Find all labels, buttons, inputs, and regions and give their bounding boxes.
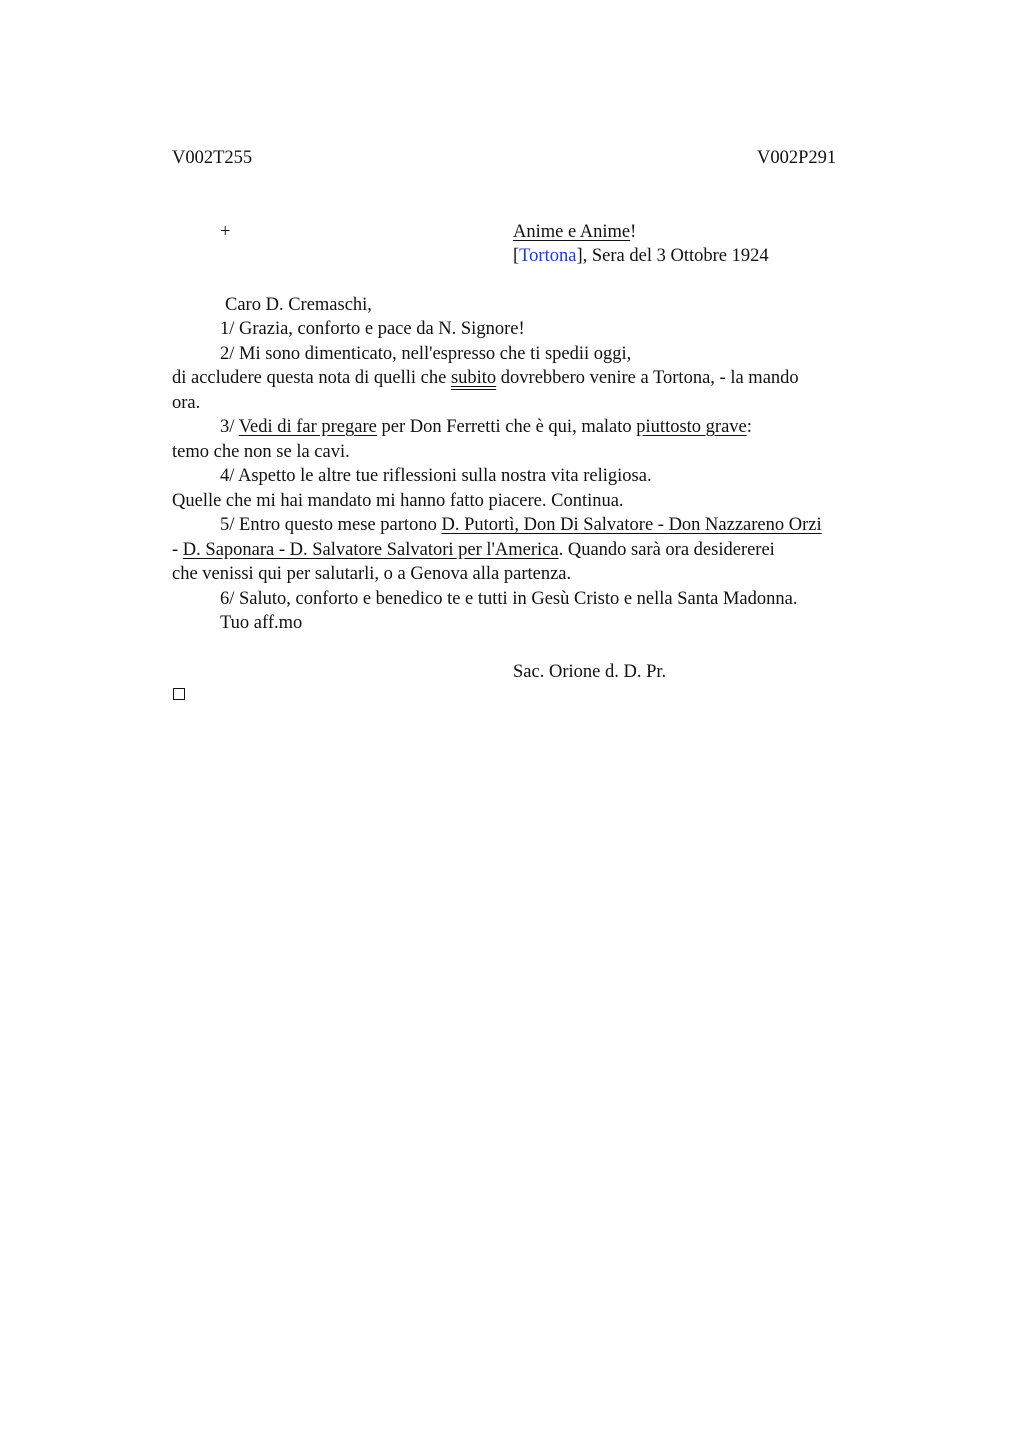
- p5-text-a: 5/ Entro questo mese partono: [220, 515, 442, 535]
- paragraph-6: 6/ Saluto, conforto e benedico te e tutti in Gesù Cristo e nella Santa Madonna.: [220, 589, 798, 609]
- paragraph-2-line-2: [172, 366, 799, 390]
- p5-underlined-2: D. Saponara - D. Salvatore Salvatori per l'America: [182, 540, 559, 560]
- salutation: Caro D. Cremaschi,: [225, 295, 372, 315]
- p5-text-b: . Quando sarà ora desidererei: [558, 540, 775, 560]
- paragraph-4-line-2: Quelle che mi hai mandato mi hanno fatto piacere. Continua.: [172, 491, 624, 511]
- paragraph-5-line-2: [172, 538, 775, 562]
- right-reference-code: V002P291: [757, 148, 837, 168]
- place-date-rest: ], Sera del 3 Ottobre 1924: [576, 246, 769, 266]
- p3-underlined-2: piuttosto grave: [636, 417, 747, 437]
- place-date-line: [513, 244, 769, 268]
- closing: Tuo aff.mo: [220, 613, 303, 633]
- paragraph-5-line-1: [220, 513, 822, 537]
- end-square-mark: [173, 688, 185, 700]
- paragraph-3-line-1: [220, 415, 752, 439]
- signature: Sac. Orione d. D. Pr.: [513, 662, 667, 682]
- p5-dash: -: [172, 540, 183, 560]
- left-reference-code: V002T255: [172, 148, 253, 168]
- p5-underlined-1: D. Putortì, Don Di Salvatore - Don Nazzareno Orzi: [441, 515, 822, 535]
- paragraph-5-line-3: che venissi qui per salutarli, o a Genova alla partenza.: [172, 564, 572, 584]
- p3-underlined-1: Vedi di far pregare: [238, 417, 377, 437]
- cross-mark: +: [220, 222, 231, 242]
- paragraph-2-line-1: 2/ Mi sono dimenticato, nell'espresso che ti spedii oggi,: [220, 344, 632, 364]
- motto-exclamation: !: [630, 222, 637, 242]
- bracket-open: [: [513, 246, 520, 266]
- paragraph-1: 1/ Grazia, conforto e pace da N. Signore!: [220, 319, 525, 339]
- p3-number: 3/: [220, 417, 239, 437]
- paragraph-3-line-2: temo che non se la cavi.: [172, 442, 350, 462]
- letter-motto: [513, 220, 636, 244]
- paragraph-4-line-1: 4/ Aspetto le altre tue riflessioni sulla nostra vita religiosa.: [220, 466, 652, 486]
- paragraph-2-line-3: ora.: [172, 393, 201, 413]
- p2-double-underlined: subito: [450, 368, 497, 388]
- p3-colon: :: [746, 417, 752, 437]
- p2-text-b: dovrebbero venire a Tortona, - la mando: [496, 368, 799, 388]
- motto-underlined: Anime e Anime: [513, 222, 631, 242]
- p3-text-mid: per Don Ferretti che è qui, malato: [376, 417, 637, 437]
- place-name: Tortona: [519, 246, 577, 266]
- p2-text-a: di accludere questa nota di quelli che: [172, 368, 451, 388]
